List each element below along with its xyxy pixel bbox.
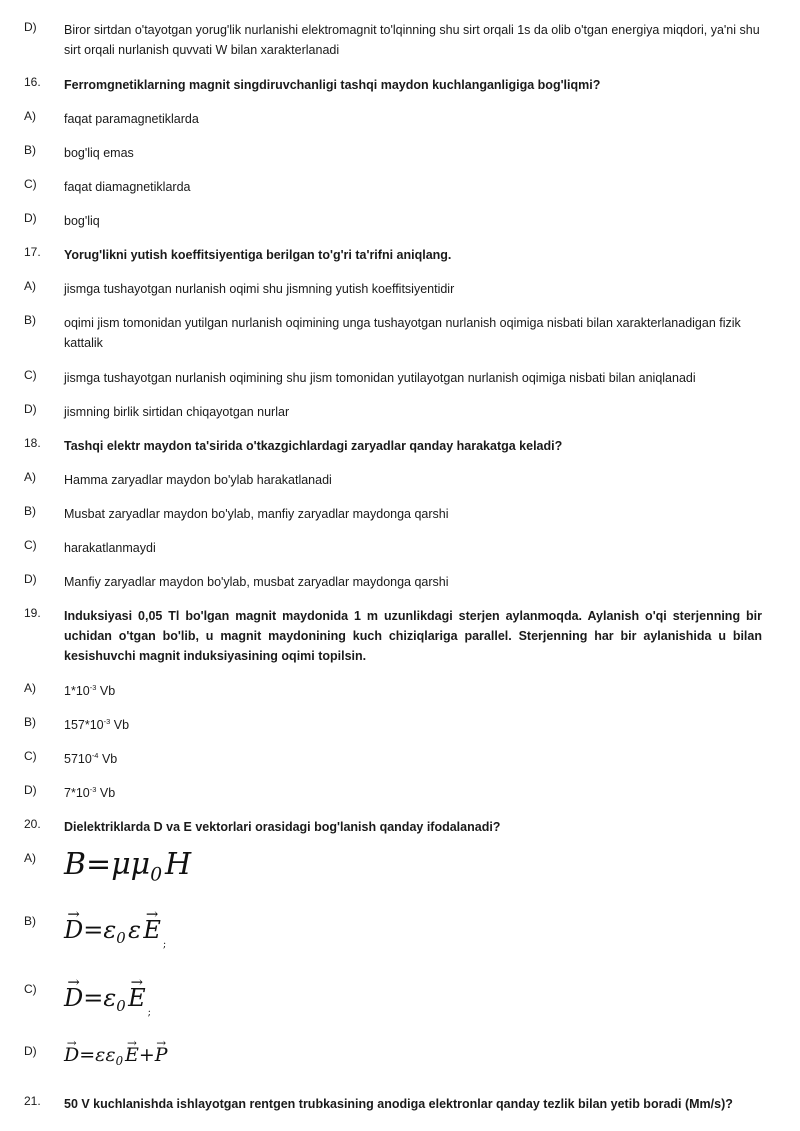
question-number: 16. (24, 75, 41, 89)
question-text: Tashqi elektr maydon ta'sirida o'tkazgichlardagi zaryadlar qanday harakatga keladi? (64, 439, 563, 453)
formula-d-equals-eps0-eps-e: → $D=\varepsilon_0$ ε → $E_;$ (64, 916, 166, 950)
option-label: C) (24, 177, 37, 191)
option-label: D) (24, 572, 37, 586)
option-text: oqimi jism tomonidan yutilgan nurlanish oqimining unga tushayotgan nurlanish oqimiga nisbati bilan xarakterlanadigan fizik kattalik (64, 316, 741, 350)
value-base: 5710 (64, 752, 92, 766)
option-label: D) (24, 1044, 37, 1058)
question-number: 19. (24, 606, 41, 620)
option-label: B) (24, 504, 36, 518)
option-value (64, 681, 762, 701)
option-text: faqat diamagnetiklarda (64, 180, 191, 194)
question-number: 20. (24, 817, 41, 831)
value-base: 157*10 (64, 718, 104, 732)
option-text: jismga tushayotgan nurlanish oqimi shu jismning yutish koeffitsiyentidir (64, 282, 455, 296)
question-text: Ferromgnetiklarning magnit singdiruvchanligi tashqi maydon kuchlanganligiga bog'liqmi? (64, 78, 601, 92)
option-label: D) (24, 20, 37, 34)
question-text: Induksiyasi 0,05 Tl bo'lgan magnit maydonida 1 m uzunlikdagi sterjen aylanmoqda. Aylanish o'qi sterjenning bir uchidan o'tgan bo'lib, u magnit maydonining kuch chiziqlariga parallel. Sterjenning har bir aylanishida u bilan kesishuvchi magnit induksiyasining oqimi topilsin. (64, 609, 762, 663)
formula-b-equals-mu-mu0-h: $B=\mu\mu_0$ H (64, 847, 192, 886)
option-value (64, 783, 762, 803)
option-label: A) (24, 851, 36, 865)
value-exponent: -4 (91, 750, 99, 760)
option-label: D) (24, 783, 37, 797)
option-label: D) (24, 402, 37, 416)
value-base: 1*10 (64, 684, 90, 698)
value-exponent: -3 (89, 682, 97, 692)
option-text: Biror sirtdan o'tayotgan yorug'lik nurlanishi elektromagnit to'lqinning shu sirt orqali 1s da olib o'tgan energiya miqdori, ya'ni shu sirt orqali nurlanish quvvati W bilan xarakterlanadi (64, 23, 760, 57)
option-label: A) (24, 279, 36, 293)
option-label: C) (24, 749, 37, 763)
option-value (64, 749, 762, 769)
value-exponent: -3 (103, 716, 111, 726)
option-text: Hamma zaryadlar maydon bo'ylab harakatlanadi (64, 473, 332, 487)
question-number: 17. (24, 245, 41, 259)
option-label: A) (24, 109, 36, 123)
question-number: 18. (24, 436, 41, 450)
option-text: Musbat zaryadlar maydon bo'ylab, manfiy zaryadlar maydonga qarshi (64, 507, 449, 521)
question-number: 21. (24, 1094, 41, 1108)
value-unit: Vb (98, 752, 118, 766)
formula-d-equals-eps0-e: → $D=\varepsilon_0$ → $E_;$ (64, 984, 151, 1018)
option-text: faqat paramagnetiklarda (64, 112, 199, 126)
question-text: Dielektriklarda D va E vektorlari orasidagi bog'lanish qanday ifodalanadi? (64, 820, 501, 834)
option-text: harakatlanmaydi (64, 541, 156, 555)
option-label: B) (24, 914, 36, 928)
option-label: C) (24, 538, 37, 552)
value-exponent: -3 (89, 784, 97, 794)
option-label: C) (24, 982, 37, 996)
option-label: B) (24, 715, 36, 729)
option-label: B) (24, 143, 36, 157)
value-base: 7*10 (64, 786, 90, 800)
option-value (64, 715, 762, 735)
option-text: jismga tushayotgan nurlanish oqimining shu jism tomonidan yutilayotgan nurlanish oqimiga nisbati bilan aniqlanadi (64, 371, 696, 385)
value-unit: Vb (96, 684, 116, 698)
option-label: D) (24, 211, 37, 225)
value-unit: Vb (96, 786, 116, 800)
option-label: A) (24, 681, 36, 695)
option-label: C) (24, 368, 37, 382)
question-text: Yorug'likni yutish koeffitsiyentiga berilgan to'g'ri ta'rifni aniqlang. (64, 248, 452, 262)
question-text: 50 V kuchlanishda ishlayotgan rentgen trubkasining anodiga elektronlar qanday tezlik bilan yetib boradi (Mm/s)? (64, 1097, 733, 1111)
option-text: Manfiy zaryadlar maydon bo'ylab, musbat zaryadlar maydonga qarshi (64, 575, 449, 589)
option-text: jismning birlik sirtidan chiqayotgan nurlar (64, 405, 290, 419)
formula-d-equals-eps-eps0-e-plus-p: → $D=\varepsilon\varepsilon_0$ → E+→ P (64, 1044, 168, 1068)
option-text: bog'liq (64, 214, 100, 228)
option-label: B) (24, 313, 36, 327)
option-label: A) (24, 470, 36, 484)
option-text: bog'liq emas (64, 146, 134, 160)
value-unit: Vb (110, 718, 130, 732)
